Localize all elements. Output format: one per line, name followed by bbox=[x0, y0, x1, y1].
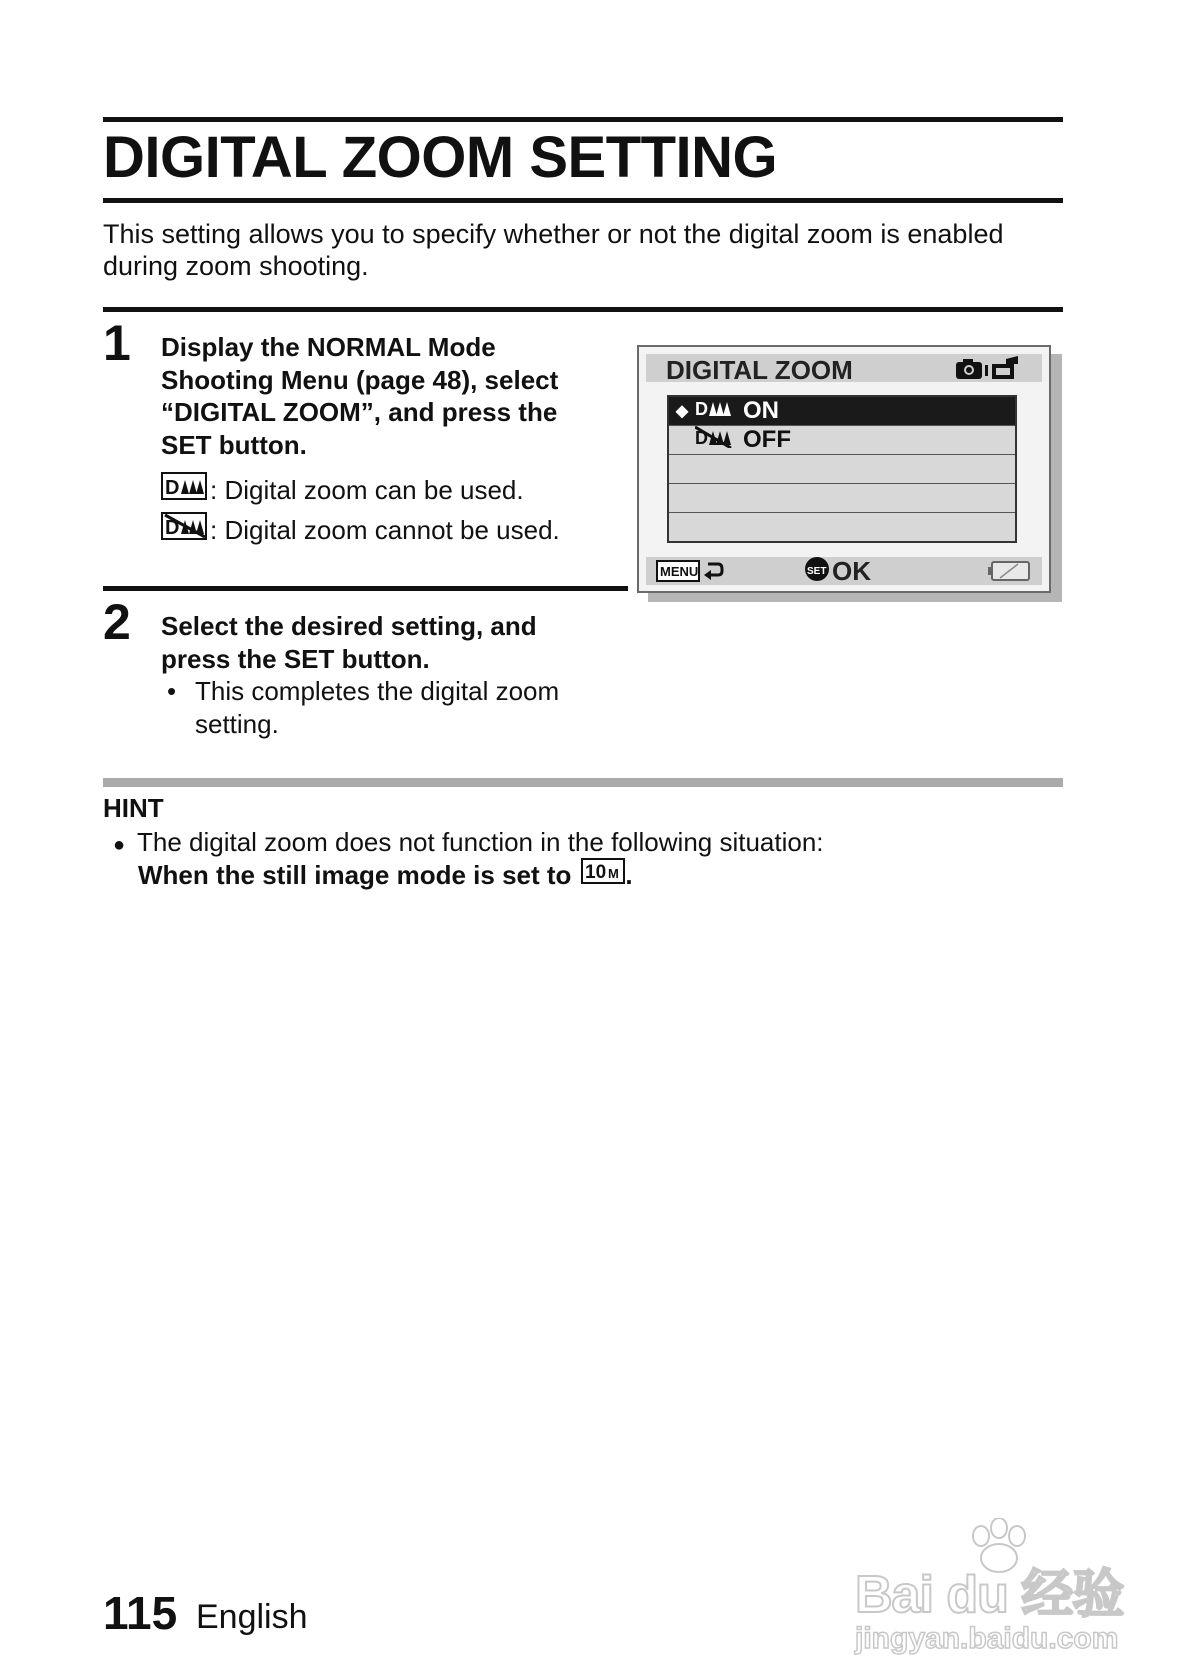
battery-icon bbox=[988, 561, 1030, 586]
hint-bold-body: When the still image mode is set to bbox=[138, 859, 572, 890]
hint-bold-text bbox=[138, 858, 633, 891]
lcd-header bbox=[646, 354, 1042, 385]
lcd-option-off-label: OFF bbox=[743, 426, 791, 453]
legend-zoom-off bbox=[161, 512, 560, 547]
watermark-brand: Bai du 经验 bbox=[855, 1566, 1124, 1624]
lcd-option-off[interactable] bbox=[669, 426, 1015, 455]
step-2-rule bbox=[103, 586, 628, 591]
step-1-heading: Display the NORMAL Mode Shooting Menu (page 48), select “DIGITAL ZOOM”, and press the SET button. bbox=[161, 332, 559, 460]
title-bottom-rule bbox=[103, 198, 1063, 203]
hint-text-body: The digital zoom does not function in the following situation: bbox=[137, 827, 824, 857]
hint-bullet-mark: ● bbox=[113, 834, 126, 856]
lcd-empty-row bbox=[669, 455, 1015, 484]
hint-bold-end: . bbox=[625, 859, 633, 890]
title-top-rule bbox=[103, 117, 1063, 122]
lcd-option-list bbox=[667, 395, 1017, 543]
lcd-screen bbox=[637, 345, 1051, 593]
legend-zoom-on-text: : Digital zoom can be used. bbox=[210, 474, 524, 505]
digital-zoom-on-icon bbox=[161, 472, 207, 507]
step-1-rule bbox=[103, 307, 1063, 312]
bullet-mark: • bbox=[167, 676, 177, 706]
legend-zoom-on bbox=[161, 472, 524, 507]
legend-zoom-off-text: : Digital zoom cannot be used. bbox=[210, 514, 560, 545]
step-2-heading: Select the desired setting, and press the SET button. bbox=[161, 611, 537, 674]
svg-text:D: D bbox=[165, 477, 180, 499]
page-language: English bbox=[196, 1598, 308, 1636]
svg-text:10: 10 bbox=[585, 862, 607, 883]
lcd-footer bbox=[646, 557, 1042, 585]
step-2-bullet bbox=[161, 675, 625, 740]
lcd-option-on[interactable] bbox=[669, 397, 1015, 426]
10m-resolution-icon bbox=[581, 858, 625, 891]
camera-video-mode-icon bbox=[954, 356, 1022, 385]
digital-zoom-off-icon bbox=[161, 512, 207, 547]
lcd-empty-row bbox=[669, 513, 1015, 542]
svg-text:D: D bbox=[165, 517, 180, 539]
digital-zoom-on-icon bbox=[695, 397, 733, 425]
lcd-empty-row bbox=[669, 484, 1015, 513]
watermark-url: jingyan.baidu.com bbox=[855, 1622, 1119, 1655]
baidu-watermark bbox=[855, 1518, 1135, 1668]
intro-paragraph: This setting allows you to specify whether or not the digital zoom is enabled during zoom shooting. bbox=[103, 219, 1004, 281]
hint-title: HINT bbox=[103, 793, 164, 823]
hint-rule bbox=[103, 778, 1063, 787]
lcd-ok-label: OK bbox=[832, 555, 871, 586]
lcd-title: DIGITAL ZOOM bbox=[666, 355, 853, 385]
page-title: DIGITAL ZOOM SETTING bbox=[103, 125, 778, 190]
svg-text:D: D bbox=[695, 399, 708, 418]
lcd-option-on-label: ON bbox=[743, 397, 779, 424]
digital-zoom-off-icon bbox=[695, 426, 733, 455]
step-2-number: 2 bbox=[103, 594, 131, 650]
svg-text:SET: SET bbox=[807, 565, 827, 577]
lcd-ok-group bbox=[804, 557, 871, 585]
svg-text:MENU: MENU bbox=[660, 564, 699, 579]
menu-return-icon bbox=[656, 560, 726, 587]
svg-text:M: M bbox=[608, 866, 620, 881]
hint-text bbox=[113, 826, 824, 861]
svg-text:D: D bbox=[695, 427, 708, 448]
step-1-number: 1 bbox=[103, 315, 131, 371]
selection-diamond-icon: ◆ bbox=[675, 403, 689, 420]
step-2-bullet-text: This completes the digital zoom setting. bbox=[195, 676, 560, 739]
set-button-icon bbox=[804, 556, 830, 587]
page-number: 115 bbox=[103, 1587, 178, 1639]
